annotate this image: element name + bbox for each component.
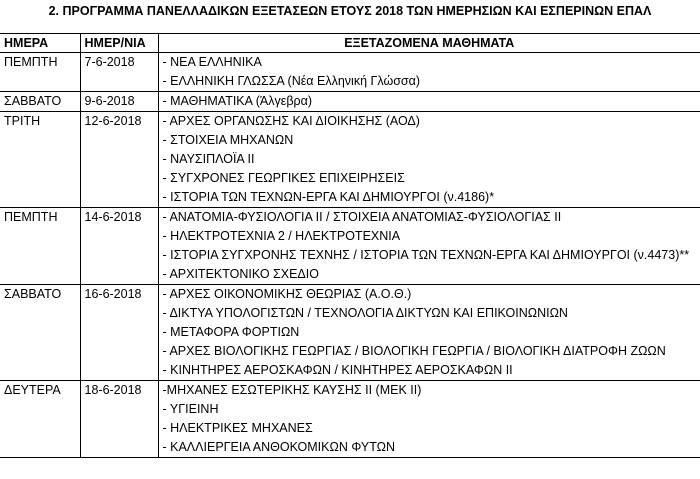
day-cell bbox=[0, 381, 80, 458]
subject-item: -ΜΗΧΑΝΕΣ ΕΣΩΤΕΡΙΚΗΣ ΚΑΥΣΗΣ ΙΙ (ΜΕΚ ΙΙ) bbox=[162, 383, 422, 397]
subjects-cell bbox=[158, 92, 700, 112]
date-text: 14-6-2018 bbox=[84, 210, 142, 224]
subject-item: - ΗΛΕΚΤΡΙΚΕΣ ΜΗΧΑΝΕΣ bbox=[162, 421, 313, 435]
subject-item: - ΜΕΤΑΦΟΡΑ ΦΟΡΤΙΩΝ bbox=[162, 325, 300, 339]
table-row bbox=[0, 112, 700, 208]
date-text: 9-6-2018 bbox=[84, 94, 135, 108]
subject-item: - ΔΙΚΤΥΑ ΥΠΟΛΟΓΙΣΤΩΝ / ΤΕΧΝΟΛΟΓΙΑ ΔΙΚΤΥΩΝ ΚΑΙ ΕΠΙΚΟΙΝΩΝΙΩΝ bbox=[162, 306, 568, 320]
date-cell bbox=[80, 112, 158, 208]
day-cell bbox=[0, 92, 80, 112]
subject-item: - ΚΙΝΗΤΗΡΕΣ ΑΕΡΟΣΚΑΦΩΝ / ΚΙΝΗΤΗΡΕΣ ΑΕΡΟΣΚΑΦΩΝ ΙΙ bbox=[162, 363, 513, 377]
subject-item: - ΝΕΑ ΕΛΛΗΝΙΚΑ bbox=[162, 55, 262, 69]
subject-item: - ΥΓΙΕΙΝΗ bbox=[162, 402, 219, 416]
subject-item: - ΚΑΛΛΙΕΡΓΕΙΑ ΑΝΘΟΚΟΜΙΚΩΝ ΦΥΤΩΝ bbox=[162, 440, 396, 454]
subject-item: - ΜΑΘΗΜΑΤΙΚΑ (Άλγεβρα) bbox=[162, 94, 313, 108]
subjects-cell bbox=[158, 53, 700, 92]
table-row bbox=[0, 285, 700, 381]
subjects-cell bbox=[158, 112, 700, 208]
day-text: ΠΕΜΠΤΗ bbox=[4, 210, 58, 224]
subjects-cell bbox=[158, 381, 700, 458]
subject-item: - ΝΑΥΣΙΠΛΟΪΑ ΙΙ bbox=[162, 152, 255, 166]
subject-item: - ΑΡΧΕΣ ΟΡΓΑΝΩΣΗΣ ΚΑΙ ΔΙΟΙΚΗΣΗΣ (ΑΟΔ) bbox=[162, 114, 420, 128]
date-text: 7-6-2018 bbox=[84, 55, 135, 69]
day-text: ΔΕΥΤΕΡΑ bbox=[4, 383, 61, 397]
day-cell bbox=[0, 208, 80, 285]
table-row bbox=[0, 53, 700, 92]
subject-item: - ΣΤΟΙΧΕΙΑ ΜΗΧΑΝΩΝ bbox=[162, 133, 294, 147]
subject-item: - ΑΝΑΤΟΜΙΑ-ΦΥΣΙΟΛΟΓΙΑ ΙΙ / ΣΤΟΙΧΕΙΑ ΑΝΑΤΟΜΙΑΣ-ΦΥΣΙΟΛΟΓΙΑΣ ΙΙ bbox=[162, 210, 562, 224]
table-row bbox=[0, 208, 700, 285]
date-cell bbox=[80, 285, 158, 381]
day-text: ΣΑΒΒΑΤΟ bbox=[4, 287, 62, 301]
header-day: ΗΜΕΡΑ bbox=[0, 34, 80, 53]
date-cell bbox=[80, 208, 158, 285]
header-subjects: ΕΞΕΤΑΖΟΜΕΝΑ ΜΑΘΗΜΑΤΑ bbox=[158, 34, 700, 53]
date-cell bbox=[80, 53, 158, 92]
subject-item: - ΕΛΛΗΝΙΚΗ ΓΛΩΣΣΑ (Νέα Ελληνική Γλώσσα) bbox=[162, 74, 421, 88]
table-body bbox=[0, 53, 700, 458]
date-text: 16-6-2018 bbox=[84, 287, 142, 301]
subject-item: - ΑΡΧΕΣ ΟΙΚΟΝΟΜΙΚΗΣ ΘΕΩΡΙΑΣ (Α.Ο.Θ.) bbox=[162, 287, 412, 301]
day-cell bbox=[0, 112, 80, 208]
date-text: 12-6-2018 bbox=[84, 114, 142, 128]
table-row bbox=[0, 92, 700, 112]
day-cell bbox=[0, 285, 80, 381]
subject-item: - ΑΡΧΕΣ ΒΙΟΛΟΓΙΚΗΣ ΓΕΩΡΓΙΑΣ / ΒΙΟΛΟΓΙΚΗ ΓΕΩΡΓΙΑ / ΒΙΟΛΟΓΙΚΗ ΔΙΑΤΡΟΦΗ ΖΩΩΝ bbox=[162, 344, 666, 358]
table-row bbox=[0, 381, 700, 458]
exam-schedule-table bbox=[0, 33, 700, 458]
day-text: ΤΡΙΤΗ bbox=[4, 114, 41, 128]
subjects-cell bbox=[158, 285, 700, 381]
subject-item: - ΙΣΤΟΡΙΑ ΣΥΓΧΡΟΝΗΣ ΤΕΧΝΗΣ / ΙΣΤΟΡΙΑ ΤΩΝ ΤΕΧΝΩΝ-ΕΡΓΑ ΚΑΙ ΔΗΜΙΟΥΡΓΟΙ (ν.4473)** bbox=[162, 248, 690, 262]
day-text: ΣΑΒΒΑΤΟ bbox=[4, 94, 62, 108]
subject-item: - ΑΡΧΙΤΕΚΤΟΝΙΚΟ ΣΧΕΔΙΟ bbox=[162, 267, 319, 281]
day-text: ΠΕΜΠΤΗ bbox=[4, 55, 58, 69]
table-header-row bbox=[0, 34, 700, 53]
date-cell bbox=[80, 92, 158, 112]
date-cell bbox=[80, 381, 158, 458]
day-cell bbox=[0, 53, 80, 92]
subject-item: - ΗΛΕΚΤΡΟΤΕΧΝΙΑ 2 / ΗΛΕΚΤΡΟΤΕΧΝΙΑ bbox=[162, 229, 401, 243]
document-title: 2. ΠΡΟΓΡΑΜΜΑ ΠΑΝΕΛΛΑΔΙΚΩΝ ΕΞΕΤΑΣΕΩΝ ΕΤΟΥΣ 2018 ΤΩΝ ΗΜΕΡΗΣΙΩΝ ΚΑΙ ΕΣΠΕΡΙΝΩΝ ΕΠΑΛ bbox=[48, 4, 652, 18]
date-text: 18-6-2018 bbox=[84, 383, 142, 397]
subjects-cell bbox=[158, 208, 700, 285]
subject-item: - ΙΣΤΟΡΙΑ ΤΩΝ ΤΕΧΝΩΝ-ΕΡΓΑ ΚΑΙ ΔΗΜΙΟΥΡΓΟΙ (ν.4186)* bbox=[162, 190, 495, 204]
subject-item: - ΣΥΓΧΡΟΝΕΣ ΓΕΩΡΓΙΚΕΣ ΕΠΙΧΕΙΡΗΣΕΙΣ bbox=[162, 171, 405, 185]
header-date: ΗΜΕΡ/ΝΙΑ bbox=[80, 34, 158, 53]
